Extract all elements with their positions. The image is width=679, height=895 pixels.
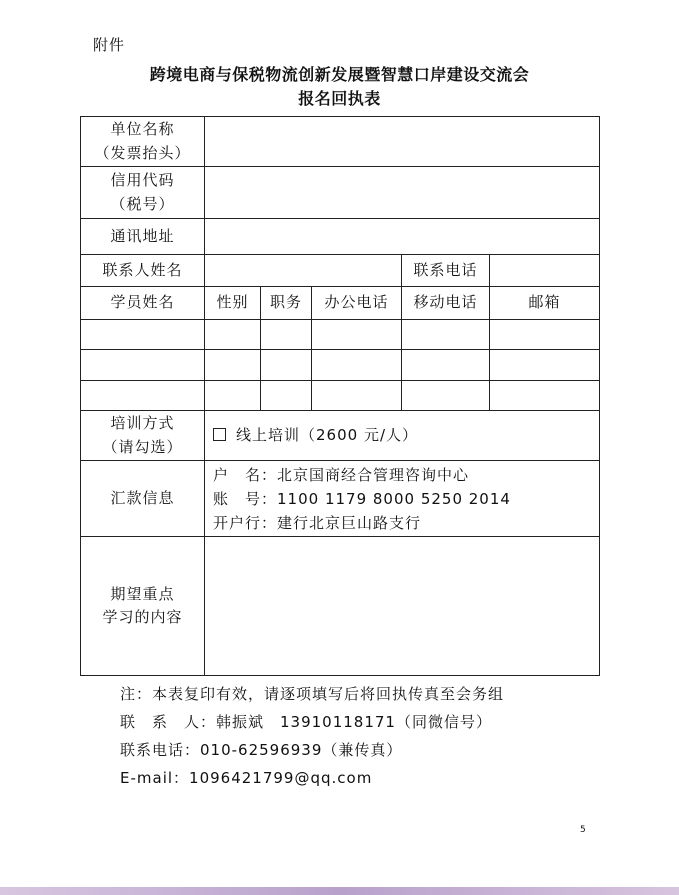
credit-code-field[interactable] bbox=[205, 167, 600, 219]
student-name-cell[interactable] bbox=[81, 381, 205, 411]
position-cell[interactable] bbox=[261, 381, 312, 411]
position-cell[interactable] bbox=[261, 320, 312, 350]
contact-person-line: 联 系 人：韩振斌 13910118171（同微信号） bbox=[120, 713, 492, 731]
address-field[interactable] bbox=[205, 219, 600, 255]
header-mobile: 移动电话 bbox=[402, 287, 490, 320]
training-option-label: 线上培训（2600 元/人） bbox=[236, 425, 418, 444]
page-number: 5 bbox=[580, 825, 586, 835]
attachment-label: 附件 bbox=[93, 36, 126, 54]
email-cell[interactable] bbox=[490, 350, 600, 381]
gender-cell[interactable] bbox=[205, 320, 261, 350]
mobile-cell[interactable] bbox=[402, 350, 490, 381]
email-line: E-mail：1096421799@qq.com bbox=[120, 769, 373, 787]
contact-name-label: 联系人姓名 bbox=[81, 255, 205, 287]
student-name-cell[interactable] bbox=[81, 350, 205, 381]
expect-field[interactable] bbox=[205, 537, 600, 676]
form-title: 跨境电商与保税物流创新发展暨智慧口岸建设交流会 bbox=[149, 65, 530, 84]
student-row bbox=[81, 320, 600, 350]
office-phone-cell[interactable] bbox=[312, 350, 402, 381]
student-row bbox=[81, 350, 600, 381]
remit-label: 汇款信息 bbox=[81, 461, 205, 537]
email-cell[interactable] bbox=[490, 381, 600, 411]
checkbox-icon[interactable] bbox=[213, 428, 226, 441]
mobile-cell[interactable] bbox=[402, 320, 490, 350]
gender-cell[interactable] bbox=[205, 350, 261, 381]
credit-code-label: 信用代码 （税号） bbox=[81, 167, 205, 219]
remit-info bbox=[205, 461, 600, 537]
registration-form-table bbox=[80, 116, 600, 676]
unit-name-label: 单位名称 （发票抬头） bbox=[81, 117, 205, 167]
student-row bbox=[81, 381, 600, 411]
header-position: 职务 bbox=[261, 287, 312, 320]
office-phone-cell[interactable] bbox=[312, 320, 402, 350]
contact-phone-line: 联系电话：010-62596939（兼传真） bbox=[120, 741, 403, 759]
email-cell[interactable] bbox=[490, 320, 600, 350]
mobile-cell[interactable] bbox=[402, 381, 490, 411]
contact-name-field[interactable] bbox=[205, 255, 402, 287]
header-email: 邮箱 bbox=[490, 287, 600, 320]
contact-phone-field[interactable] bbox=[490, 255, 600, 287]
account-number: 账 号：1100 1179 8000 5250 2014 bbox=[213, 489, 511, 508]
header-student-name: 学员姓名 bbox=[81, 287, 205, 320]
header-gender: 性别 bbox=[205, 287, 261, 320]
expect-label: 期望重点 学习的内容 bbox=[81, 537, 205, 676]
notes bbox=[120, 680, 504, 792]
header-office-phone: 办公电话 bbox=[312, 287, 402, 320]
bottom-decoration-bar bbox=[0, 887, 679, 895]
student-name-cell[interactable] bbox=[81, 320, 205, 350]
payee-name: 户 名：北京国商经合管理咨询中心 bbox=[213, 465, 470, 484]
contact-phone-label: 联系电话 bbox=[402, 255, 490, 287]
form-subtitle: 报名回执表 bbox=[298, 89, 381, 108]
training-label: 培训方式 （请勾选） bbox=[81, 411, 205, 461]
unit-name-field[interactable] bbox=[205, 117, 600, 167]
position-cell[interactable] bbox=[261, 350, 312, 381]
gender-cell[interactable] bbox=[205, 381, 261, 411]
training-option[interactable] bbox=[205, 411, 600, 461]
bank-branch: 开户行：建行北京巨山路支行 bbox=[213, 513, 422, 532]
office-phone-cell[interactable] bbox=[312, 381, 402, 411]
address-label: 通讯地址 bbox=[81, 219, 205, 255]
note-line: 注：本表复印有效，请逐项填写后将回执传真至会务组 bbox=[120, 685, 505, 703]
